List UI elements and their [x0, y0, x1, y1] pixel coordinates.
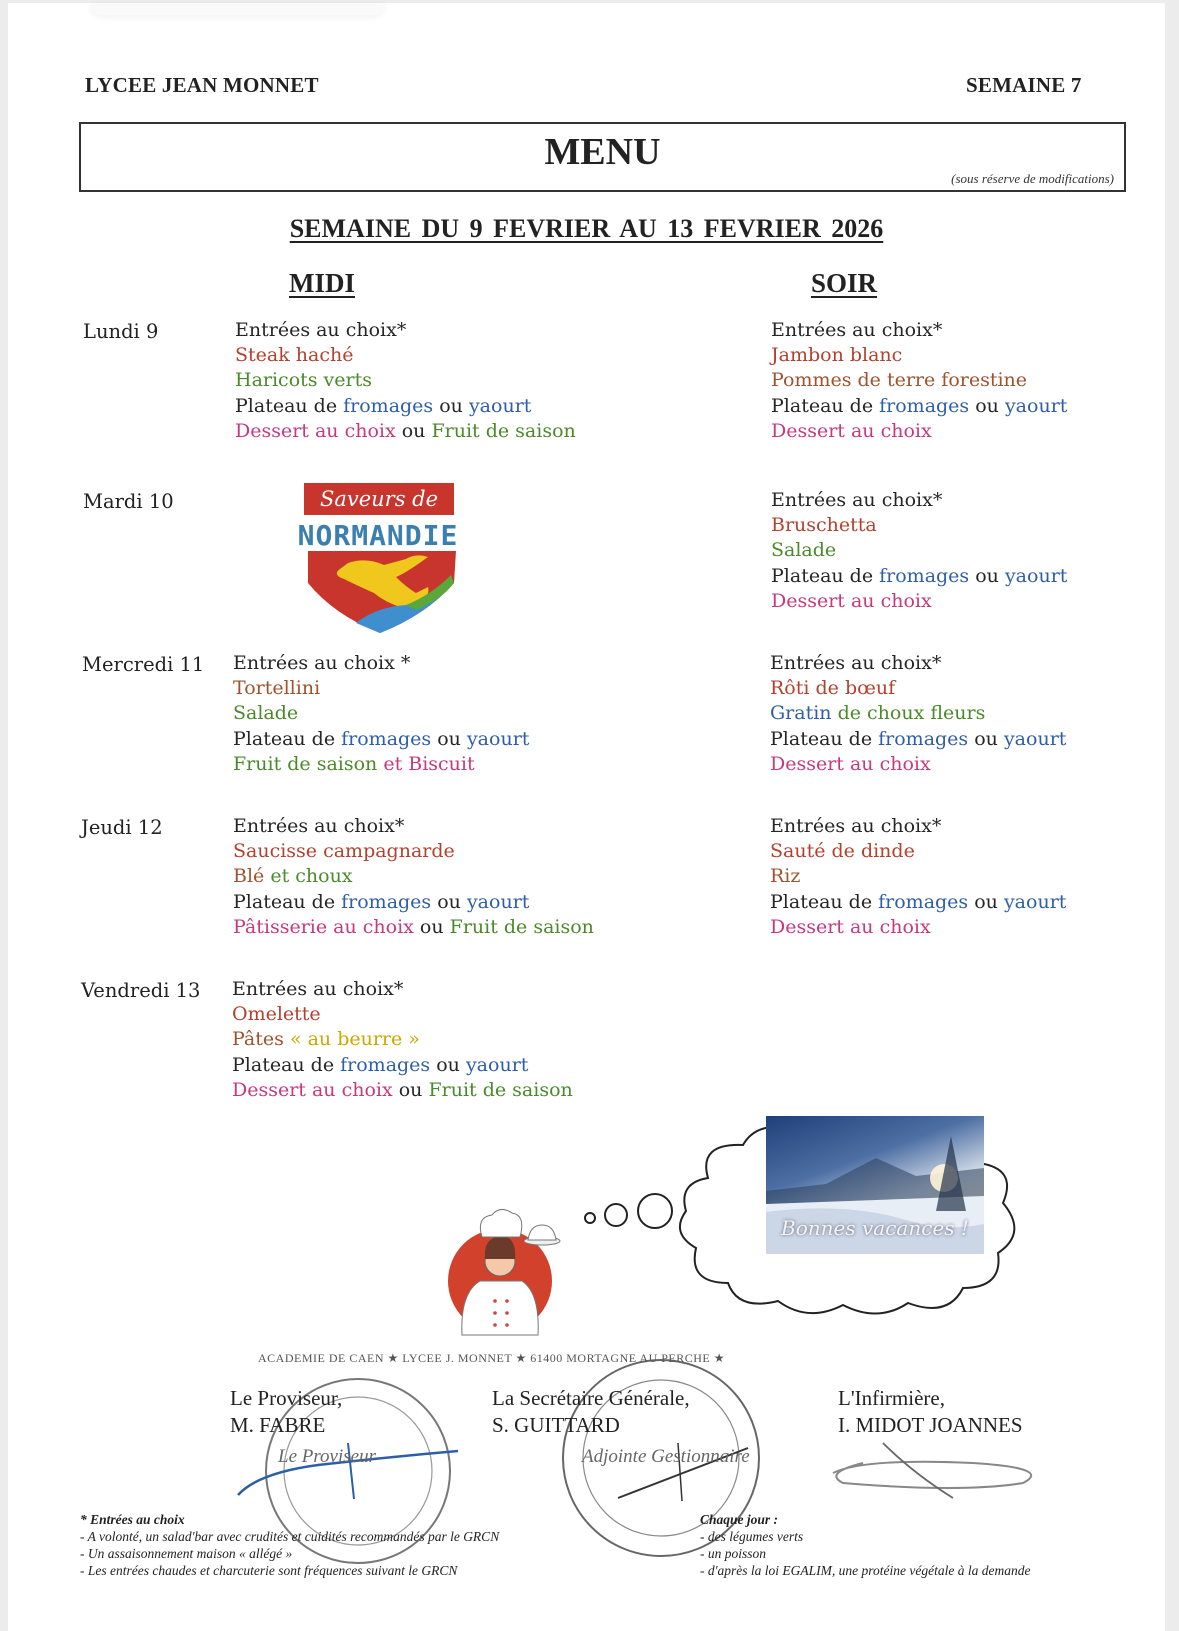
secretaire-stamp-label: Adjointe Gestionnaire [582, 1446, 750, 1467]
dish-line [771, 419, 1067, 444]
dish-text: et Biscuit [377, 752, 475, 775]
dish-text: Entrées au choix* [233, 815, 405, 837]
dish-text: ou [968, 727, 1004, 750]
dish-line [235, 368, 576, 393]
dish-line [771, 343, 1067, 368]
dish-text: fromages [340, 1053, 431, 1076]
logo-line1: Saveurs de [319, 487, 439, 511]
signature-name: S. GUITTARD [492, 1413, 620, 1437]
dish-text: Plateau de [233, 727, 342, 750]
dish-line [235, 394, 576, 419]
dish-text: fromages [879, 564, 970, 587]
dish-text: yaourt [466, 890, 530, 913]
dish-line [233, 651, 529, 676]
dish-line [771, 394, 1067, 419]
dish-line [233, 890, 594, 915]
mercredi-midi-menu [233, 651, 529, 777]
dish-text: Entrées au choix* [771, 489, 943, 511]
normandie-shield-icon [256, 475, 501, 635]
signature-name: M. FABRE [230, 1413, 326, 1437]
dish-line [233, 701, 529, 726]
dish-text: Fruit de saison [431, 419, 576, 442]
footnote-item: - Les entrées chaudes et charcuterie sont fréquences suivant le GRCN [80, 1563, 458, 1578]
thought-bubble-small [585, 1213, 595, 1223]
dish-text: fromages [341, 890, 432, 913]
mercredi-soir-menu [770, 651, 1066, 777]
dish-line [770, 676, 1066, 701]
day-label-vendredi: Vendredi 13 [81, 979, 201, 1002]
footnote-item: - des légumes verts [700, 1529, 804, 1544]
chef-icon [440, 1203, 565, 1335]
dish-line [233, 814, 594, 839]
column-header-midi: MIDI [289, 268, 355, 298]
dish-text: yaourt [1004, 564, 1068, 587]
footnote-title: Chaque jour : [700, 1512, 779, 1527]
dish-line [232, 1053, 573, 1078]
dish-text: ou [433, 394, 469, 417]
jeudi-soir-menu [770, 814, 1066, 940]
signature-role: Le Proviseur, [230, 1386, 343, 1410]
dish-line [771, 488, 1067, 513]
dish-line [235, 419, 576, 444]
dish-line [232, 1002, 573, 1027]
dish-line [771, 318, 1067, 343]
dish-text: Pâtisserie au choix [233, 915, 414, 938]
dish-line [232, 1078, 573, 1103]
dish-text: Dessert au choix [235, 419, 396, 442]
thought-bubble-medium [605, 1204, 627, 1226]
dish-text: fromages [341, 727, 432, 750]
dish-text: et choux [264, 865, 353, 888]
dish-text: ou [430, 1053, 466, 1076]
dish-text: Salade [233, 702, 299, 725]
dish-text: Blé [233, 865, 265, 888]
dish-line [233, 839, 594, 864]
dish-text: Entrées au choix* [235, 319, 407, 341]
dish-text: Bruschetta [771, 514, 877, 537]
dish-text: Fruit de saison [233, 752, 378, 775]
disclaimer: (sous réserve de modifications) [951, 171, 1114, 186]
dish-text: Entrées au choix * [233, 652, 411, 674]
dish-line [771, 368, 1067, 393]
dish-text: Plateau de [770, 890, 879, 913]
week-range: SEMAINE DU 9 FEVRIER AU 13 FEVRIER 2026 [289, 214, 884, 243]
dish-text: ou [968, 890, 1004, 913]
dish-text: yaourt [465, 1053, 529, 1076]
dish-text: fromages [343, 394, 434, 417]
dish-text: yaourt [1004, 394, 1068, 417]
dish-text: yaourt [1003, 890, 1067, 913]
dish-text: ou [969, 394, 1005, 417]
dish-text: ou [431, 890, 467, 913]
dish-line [771, 513, 1067, 538]
dish-line [235, 343, 576, 368]
dish-line [770, 651, 1066, 676]
dish-text: fromages [878, 890, 969, 913]
signature-proviseur [230, 1385, 342, 1439]
day-label-mercredi: Mercredi 11 [82, 653, 205, 676]
dish-text: yaourt [468, 394, 532, 417]
dish-line [770, 864, 1066, 889]
dish-line [770, 727, 1066, 752]
dish-line [770, 890, 1066, 915]
dish-text: yaourt [1003, 727, 1067, 750]
dish-text: Plateau de [771, 564, 880, 587]
dish-text: ou [395, 419, 432, 442]
dish-text: Rôti de bœuf [770, 677, 896, 700]
dish-text: ou [392, 1078, 429, 1101]
vendredi-midi-menu [232, 977, 573, 1103]
menu-page [8, 3, 1165, 1631]
dish-text: Salade [771, 539, 837, 562]
dish-line [233, 752, 529, 777]
footnote-item: - Un assaisonnement maison « allégé » [80, 1546, 293, 1561]
dish-text: ou [431, 727, 467, 750]
signature-name: I. MIDOT JOANNES [838, 1413, 1023, 1437]
dish-line [770, 701, 1066, 726]
dish-text: ou [413, 915, 450, 938]
dish-text: Plateau de [232, 1053, 341, 1076]
dish-text: Pâtes [232, 1028, 290, 1051]
dish-line [235, 318, 576, 343]
dish-text: Jambon blanc [771, 344, 903, 367]
dish-line [770, 752, 1066, 777]
lundi-soir-menu [771, 318, 1067, 444]
dish-text: Plateau de [235, 394, 344, 417]
signature-role: L'Infirmière, [838, 1386, 945, 1410]
dish-text: Tortellini [233, 677, 321, 700]
dish-text: Fruit de saison [428, 1078, 573, 1101]
stamp-ring-text: ACADEMIE DE CAEN ★ LYCEE J. MONNET ★ 61400 MORTAGNE AU PERCHE ★ [258, 1351, 725, 1365]
mardi-soir-menu [771, 488, 1067, 614]
chef-illustration [440, 1203, 565, 1335]
dish-text: Plateau de [771, 394, 880, 417]
school-name: LYCEE JEAN MONNET [85, 73, 319, 97]
dish-text: de choux fleurs [831, 702, 986, 725]
dish-line [233, 727, 529, 752]
footnote-item: - d'après la loi EGALIM, une protéine végétale à la demande [700, 1563, 1031, 1578]
dish-text: ou [969, 564, 1005, 587]
vacation-caption: Bonnes vacances ! [781, 1216, 969, 1240]
dish-line [770, 915, 1066, 940]
logo-line2: NORMANDIE [297, 519, 459, 552]
infirmiere-handwritten-signature [823, 1443, 1063, 1503]
dish-text: Steak haché [235, 344, 354, 367]
signature-role: La Secrétaire Générale, [492, 1386, 690, 1410]
dish-line [771, 589, 1067, 614]
footnote-title: * Entrées au choix [80, 1512, 185, 1527]
saveurs-de-normandie-logo [256, 475, 501, 635]
dish-line [232, 1027, 573, 1052]
dish-text: Entrées au choix* [771, 319, 943, 341]
dish-text: Omelette [232, 1003, 321, 1026]
day-label-lundi: Lundi 9 [83, 320, 159, 343]
thought-bubble-large [638, 1194, 672, 1228]
dish-line [770, 814, 1066, 839]
dish-text: Haricots verts [235, 369, 373, 392]
lundi-midi-menu [235, 318, 576, 444]
dish-text: fromages [878, 727, 969, 750]
dish-line [233, 864, 594, 889]
dish-line [771, 564, 1067, 589]
dish-text: Fruit de saison [449, 915, 594, 938]
dish-text: fromages [879, 394, 970, 417]
dish-text: Entrées au choix* [770, 652, 942, 674]
dish-line [771, 538, 1067, 563]
vacation-card [766, 1116, 984, 1254]
top-tab-decoration [90, 3, 385, 15]
dish-text: Entrées au choix* [770, 815, 942, 837]
dish-line [232, 977, 573, 1002]
day-label-mardi: Mardi 10 [83, 490, 174, 513]
dish-text: Plateau de [233, 890, 342, 913]
menu-title-box [79, 122, 1126, 192]
menu-title: MENU [544, 131, 661, 173]
signature-infirmiere [838, 1385, 1023, 1439]
dish-text: Riz [770, 865, 801, 888]
dish-line [233, 676, 529, 701]
footnote-item: - A volonté, un salad'bar avec crudités et cuidités recommandés par le GRCN [80, 1529, 500, 1544]
proviseur-stamp-label: Le Proviseur [278, 1446, 376, 1467]
footnote-entrees [80, 1511, 499, 1579]
column-header-soir: SOIR [811, 268, 878, 298]
signature-secretaire [492, 1385, 690, 1439]
jeudi-midi-menu [233, 814, 594, 940]
dish-text: Dessert au choix [232, 1078, 393, 1101]
dish-text: « au beurre » [289, 1028, 420, 1051]
dish-line [770, 839, 1066, 864]
dish-text: Dessert au choix [770, 915, 931, 938]
dish-text: Dessert au choix [771, 419, 932, 442]
dish-text: Pommes de terre forestine [771, 369, 1028, 392]
dish-text: Dessert au choix [770, 752, 931, 775]
day-label-jeudi: Jeudi 12 [81, 816, 163, 839]
dish-text: Entrées au choix* [232, 978, 404, 1000]
dish-text: Saucisse campagnarde [233, 840, 455, 863]
footnote-item: - un poisson [700, 1546, 767, 1561]
dish-text: Sauté de dinde [770, 840, 915, 863]
dish-text: Dessert au choix [771, 589, 932, 612]
dish-line [233, 915, 594, 940]
footnote-chaque-jour [700, 1511, 1030, 1579]
dish-text: Gratin [770, 702, 832, 725]
dish-text: yaourt [466, 727, 530, 750]
week-number: SEMAINE 7 [966, 73, 1082, 97]
dish-text: Plateau de [770, 727, 879, 750]
